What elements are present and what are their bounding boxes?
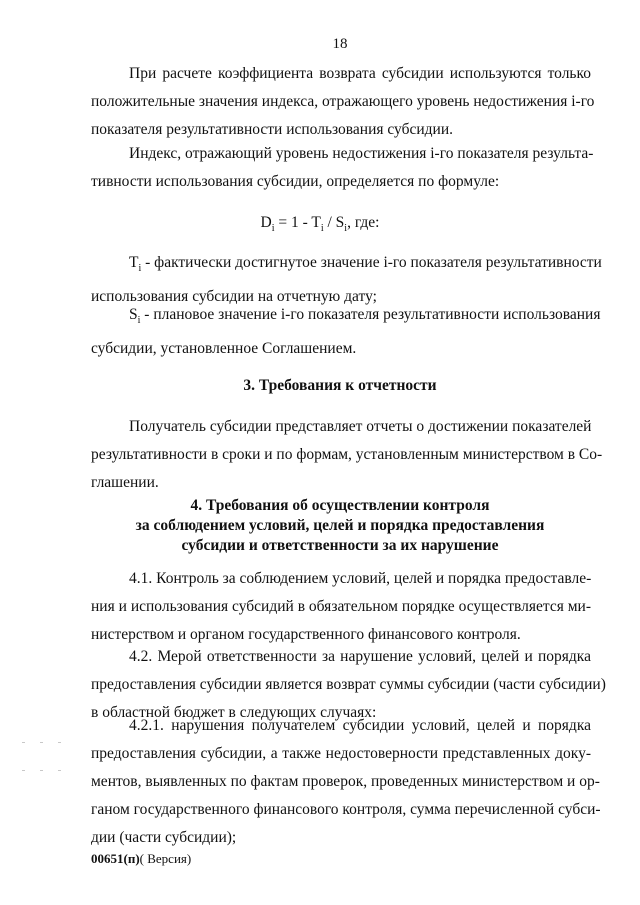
text-line: ментов, выявленных по фактам проверок, проведенных министерством и ор- bbox=[91, 773, 600, 790]
text-line: результативности в сроки и по формам, установленным министерством в Со- bbox=[91, 446, 603, 463]
symbol-sub: i bbox=[138, 263, 142, 275]
formula-d: D bbox=[260, 214, 272, 231]
text-line: нистерством и органом государственного финансового контроля. bbox=[91, 626, 521, 643]
scan-artifact bbox=[40, 742, 43, 743]
heading-line: за соблюдением условий, целей и порядка предоставления bbox=[135, 517, 545, 534]
text-line: Получатель субсидии представляет отчеты о достижении показателей bbox=[129, 418, 592, 435]
symbol-t: T bbox=[129, 254, 139, 271]
paragraph-index-definition bbox=[91, 140, 594, 196]
formula-tail: , где: bbox=[347, 214, 380, 231]
paragraph-reporting bbox=[91, 413, 603, 497]
text-line: 4.1. Контроль за соблюдением условий, целей и порядка предоставле- bbox=[129, 570, 592, 587]
text-line: использования субсидии на отчетную дату; bbox=[91, 288, 377, 306]
text-line: При расчете коэффициента возврата субсидии используются только bbox=[129, 65, 591, 82]
footer-version: ( Версия) bbox=[139, 851, 192, 866]
formula bbox=[0, 214, 640, 234]
footer-code: 00651(п) bbox=[91, 851, 140, 866]
text-segment: - плановое значение i-го показателя результативности использования bbox=[140, 306, 601, 323]
text-line: предоставления субсидии является возврат суммы субсидии (части субсидии) bbox=[91, 676, 606, 693]
scan-artifact bbox=[40, 770, 43, 771]
heading-line: 4. Требования об осуществлении контроля bbox=[190, 497, 490, 514]
section-3-heading: 3. Требования к отчетности bbox=[243, 377, 437, 394]
formula-sub: i bbox=[271, 223, 275, 235]
text-line: в областной бюджет в следующих случаях: bbox=[91, 704, 377, 721]
formula-sub: i bbox=[344, 223, 348, 235]
scan-artifact bbox=[22, 770, 25, 771]
text-line: дии (части субсидии); bbox=[91, 829, 237, 846]
text-line: 4.2.1. нарушения получателем субсидии условий, целей и порядка bbox=[129, 717, 591, 734]
formula-slash: / S bbox=[323, 214, 345, 231]
paragraph-si-definition bbox=[91, 301, 601, 363]
symbol-sub: i bbox=[137, 315, 141, 327]
document-footer-code bbox=[91, 851, 191, 867]
text-line bbox=[91, 301, 601, 335]
text-line bbox=[91, 249, 602, 283]
text-segment: - фактически достигнутое значение i-го показателя результативности bbox=[141, 254, 602, 271]
text-line: глашении. bbox=[91, 474, 159, 491]
formula-sub: i bbox=[320, 223, 324, 235]
text-line: субсидии, установленное Соглашением. bbox=[91, 340, 357, 358]
text-line: предоставления субсидии, а также недостоверности представленных доку- bbox=[91, 745, 591, 762]
text-line: 4.2. Мерой ответственности за нарушение условий, целей и порядка bbox=[129, 648, 591, 665]
paragraph-4-1 bbox=[91, 565, 591, 649]
page-number: 18 bbox=[332, 36, 348, 52]
formula-mid: = 1 - T bbox=[274, 214, 321, 231]
scan-artifact bbox=[58, 770, 61, 771]
heading-line: субсидии и ответственности за их нарушение bbox=[181, 537, 499, 554]
text-line: Индекс, отражающий уровень недостижения i-го показателя результа- bbox=[129, 145, 594, 162]
text-line: положительные значения индекса, отражающего уровень недостижения i-го bbox=[91, 93, 595, 110]
text-line: ганом государственного финансового контроля, сумма перечисленной субси- bbox=[91, 801, 601, 818]
text-line: ния и использования субсидий в обязательном порядке осуществляется ми- bbox=[91, 598, 591, 615]
text-line: тивности использования субсидии, определяется по формуле: bbox=[91, 173, 500, 190]
symbol-s: S bbox=[129, 306, 138, 323]
paragraph-coefficient-note bbox=[91, 60, 595, 144]
section-4-heading bbox=[0, 496, 640, 556]
scan-artifact bbox=[22, 742, 25, 743]
text-line: показателя результативности использования субсидии. bbox=[91, 121, 454, 138]
paragraph-4-2-1 bbox=[91, 712, 601, 852]
scan-artifact bbox=[58, 742, 61, 743]
